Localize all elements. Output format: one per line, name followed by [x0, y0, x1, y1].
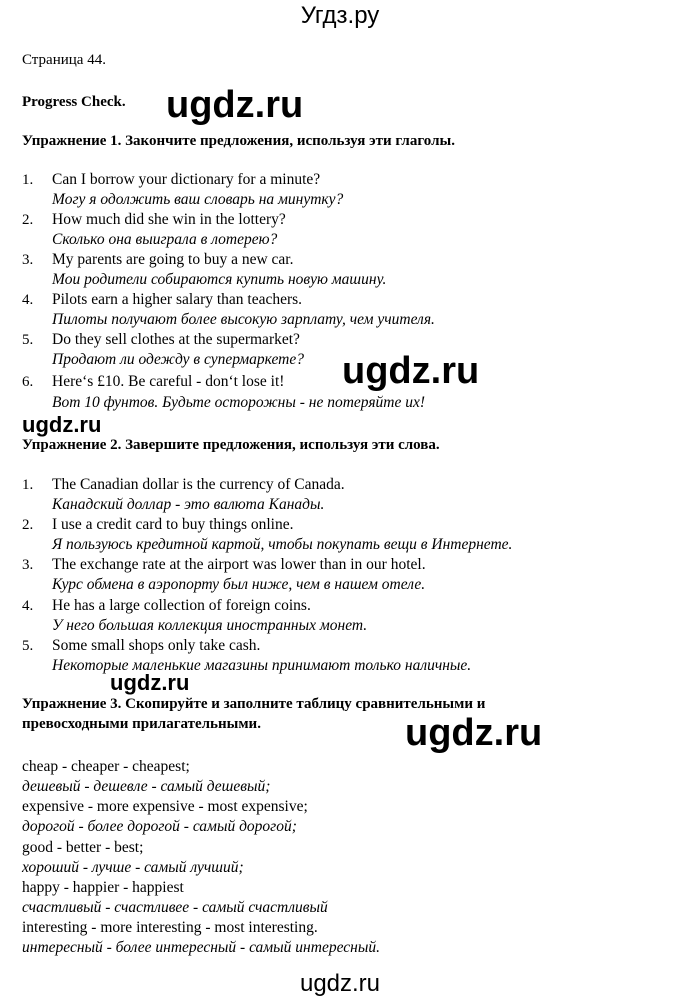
site-header: Угдз.ру — [300, 2, 380, 29]
item-number: 3. — [22, 557, 34, 573]
english-sentence: Can I borrow your dictionary for a minute? — [52, 171, 321, 188]
english-forms: happy - happier - happiest — [22, 879, 184, 896]
english-forms: cheap - cheaper - cheapest; — [22, 758, 190, 775]
russian-translation: У него большая коллекция иностранных монет. — [52, 617, 368, 634]
item-number: 2. — [22, 517, 34, 533]
english-sentence: Pilots earn a higher salary than teachers. — [52, 291, 303, 308]
english-sentence: I use a credit card to buy things online. — [52, 516, 294, 533]
exercise-3-heading: Упражнение 3. Скопируйте и заполните таблицу сравнительными и — [22, 696, 486, 712]
russian-translation: Могу я одолжить ваш словарь на минутку? — [52, 191, 344, 208]
russian-forms: дорогой - более дорогой - самый дорогой; — [22, 818, 297, 835]
item-number: 4. — [22, 292, 34, 308]
item-number: 4. — [22, 598, 34, 614]
english-forms: expensive - more expensive - most expensive; — [22, 798, 308, 815]
russian-forms: интересный - более интересный - самый интересный. — [22, 939, 380, 956]
watermark: ugdz.ru — [166, 84, 304, 126]
exercise-2-heading: Упражнение 2. Завершите предложения, используя эти слова. — [22, 437, 440, 453]
russian-translation: Я пользуюсь кредитной картой, чтобы покупать вещи в Интернете. — [52, 536, 513, 553]
english-sentence: Here‘s £10. Be careful - don‘t lose it! — [52, 373, 285, 390]
english-sentence: How much did she win in the lottery? — [52, 211, 286, 228]
russian-translation: Канадский доллар - это валюта Канады. — [52, 496, 325, 513]
russian-translation: Пилоты получают более высокую зарплату, чем учителя. — [52, 311, 435, 328]
english-sentence: Do they sell clothes at the supermarket? — [52, 331, 300, 348]
russian-translation: Сколько она выиграла в лотерею? — [52, 231, 278, 248]
exercise-1-heading: Упражнение 1. Закончите предложения, используя эти глаголы. — [22, 133, 455, 149]
page-number: Страница 44. — [22, 52, 106, 68]
russian-translation: Вот 10 фунтов. Будьте осторожны - не потеряйте их! — [52, 394, 426, 411]
russian-translation: Мои родители собираются купить новую машину. — [52, 271, 387, 288]
english-sentence: He has a large collection of foreign coins. — [52, 597, 311, 614]
item-number: 1. — [22, 172, 34, 188]
progress-check-title: Progress Check. — [22, 94, 126, 110]
russian-forms: хороший - лучше - самый лучший; — [22, 859, 244, 876]
watermark: ugdz.ru — [110, 670, 190, 695]
russian-forms: счастливый - счастливее - самый счастливый — [22, 899, 328, 916]
exercise-3-heading-continued: превосходными прилагательными. — [22, 716, 261, 732]
item-number: 1. — [22, 477, 34, 493]
russian-translation: Некоторые маленькие магазины принимают только наличные. — [52, 657, 472, 674]
watermark: ugdz.ru — [342, 350, 480, 392]
russian-translation: Продают ли одежду в супермаркете? — [52, 351, 304, 368]
watermark: ugdz.ru — [405, 712, 543, 754]
english-sentence: Some small shops only take cash. — [52, 637, 261, 654]
item-number: 6. — [22, 374, 34, 390]
english-forms: interesting - more interesting - most interesting. — [22, 919, 318, 936]
russian-forms: дешевый - дешевле - самый дешевый; — [22, 778, 271, 795]
english-sentence: The Canadian dollar is the currency of Canada. — [52, 476, 345, 493]
english-sentence: My parents are going to buy a new car. — [52, 251, 294, 268]
item-number: 5. — [22, 638, 34, 654]
item-number: 2. — [22, 212, 34, 228]
site-footer: ugdz.ru — [299, 970, 381, 997]
watermark: ugdz.ru — [22, 412, 102, 437]
english-forms: good - better - best; — [22, 839, 144, 856]
russian-translation: Курс обмена в аэропорту был ниже, чем в нашем отеле. — [52, 576, 426, 593]
english-sentence: The exchange rate at the airport was lower than in our hotel. — [52, 556, 426, 573]
item-number: 3. — [22, 252, 34, 268]
item-number: 5. — [22, 332, 34, 348]
